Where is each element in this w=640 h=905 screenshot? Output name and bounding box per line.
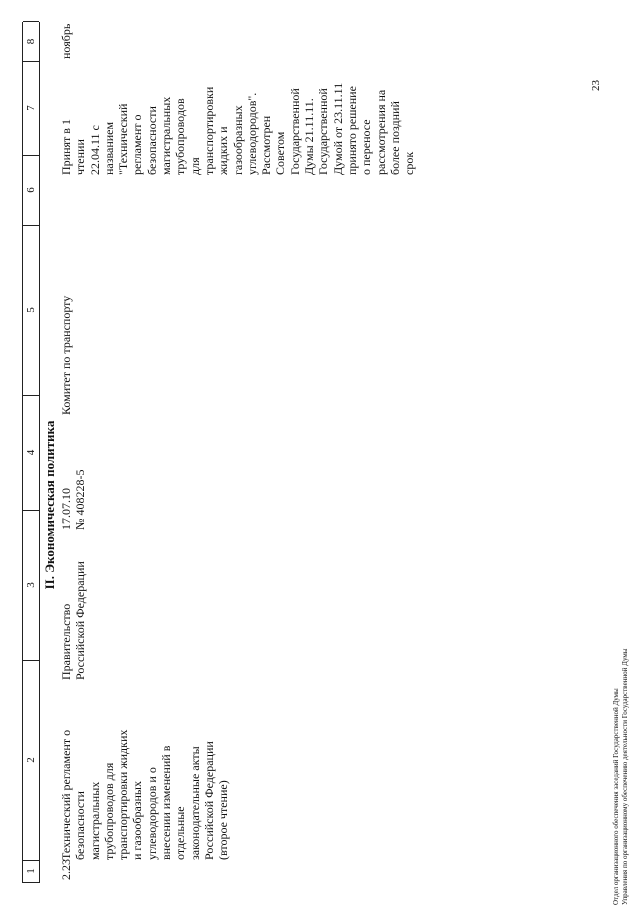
header-col-5: 5	[23, 225, 39, 396]
date-and-number: 17.07.10 № 408228-5	[59, 469, 88, 530]
header-col-7: 7	[23, 61, 39, 156]
initiator: Правительство Российской Федерации	[59, 561, 88, 680]
footer-line-1: Отдел организационного обеспечения заседаний Государственной Думы	[612, 688, 620, 905]
bill-title: Технический регламент о безопасности магистральных трубопроводов для транспортировки жидких и газообразных углеводородов и о внесении изменений в отдельные законодательные акты Российской Федерации (второе чтение)	[59, 729, 231, 860]
header-col-6: 6	[23, 155, 39, 226]
header-col-2: 2	[23, 660, 39, 861]
header-col-3: 3	[23, 510, 39, 661]
header-col-8: 8	[23, 21, 39, 62]
footer-line-2: Управления по организационному обеспечению деятельности Государственной Думы	[621, 648, 629, 905]
header-col-4: 4	[23, 395, 39, 511]
footer	[612, 649, 640, 905]
column-number-header	[22, 22, 40, 883]
status-description: Принят в 1 чтении 22.04.11 с названием "Технический регламент о безопасности магистральных трубопроводов для транспортировки жидких и газообразных углеводородов". Рассмотрен Советом Государственной Думы 21.11.11. Государственной Думой от 23.11.11 принято решение о переносе рассмотрения на более поздний срок	[59, 82, 417, 175]
section-title: II. Экономическая политика	[42, 420, 57, 590]
row-number: 2.23	[59, 859, 73, 880]
planned-month: ноябрь	[59, 23, 73, 59]
responsible-committee: Комитет по транспорту	[59, 295, 73, 415]
header-col-1: 1	[23, 860, 39, 883]
page-number: 23	[590, 80, 602, 91]
